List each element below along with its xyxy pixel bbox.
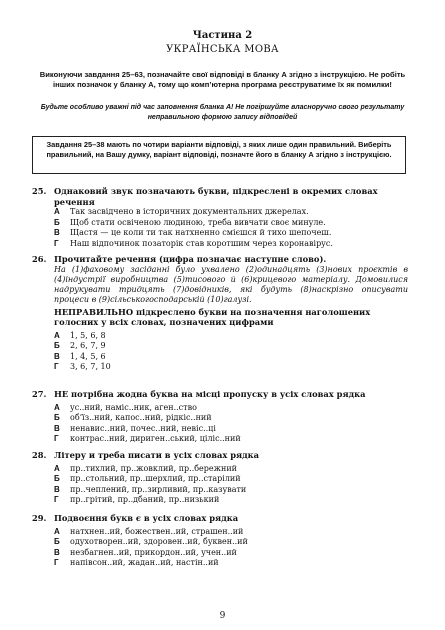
option-letter: Б	[54, 217, 60, 227]
option-b	[54, 218, 408, 229]
question-number: 28.	[32, 450, 47, 460]
option-text: 3, 6, 7, 10	[70, 362, 111, 371]
option-letter: Г	[54, 495, 59, 504]
option-b	[54, 474, 408, 485]
option-letter: Г	[54, 238, 59, 248]
option-c	[54, 352, 408, 363]
option-c	[54, 485, 408, 496]
option-text: Щастя — це коли ти так натхненно смієшся й тихо шепочеш.	[70, 228, 332, 237]
instructions-text: Виконуючи завдання 25–63, позначайте свої відповіді в бланку А згідно з інструкцією. Не робіть інших позначок у бланку А, тому що комп’ютерна програма реєструватиме їх як помилки!	[39, 70, 406, 89]
task-info-box	[32, 136, 406, 174]
option-letter: В	[54, 547, 60, 557]
subject-heading: УКРАЇНСЬКА МОВА	[166, 44, 279, 55]
option-letter: А	[54, 526, 60, 536]
option-text: пр..грітий, пр..дбаний, пр..низький	[70, 495, 220, 504]
option-text: пр..стольний, пр..шерхлий, пр..старілий	[70, 474, 241, 483]
option-a	[54, 331, 408, 342]
question-26	[32, 254, 408, 373]
option-c	[54, 424, 408, 435]
part-heading: Частина 2	[192, 30, 253, 41]
option-letter: Б	[54, 413, 60, 422]
option-c	[54, 228, 408, 239]
option-text: напівсон..ий, жадан..ий, настін..ий	[70, 558, 219, 567]
option-text: ус..ний, наміс..ник, аген..ство	[70, 402, 197, 412]
option-b	[54, 341, 408, 352]
option-text: об’їз..ний, капос..ний, рідкіс..ний	[70, 413, 212, 422]
option-text: одухотворен..ий, здоровен..ий, буквен..ий	[70, 537, 248, 546]
option-letter: В	[54, 484, 60, 494]
option-d	[54, 495, 408, 506]
option-text: 2, 6, 7, 9	[70, 341, 106, 350]
option-b	[54, 537, 408, 548]
option-d	[54, 239, 408, 250]
option-letter: Г	[54, 434, 59, 443]
question-text: Подвоєння букв є в усіх словах рядка	[54, 513, 239, 523]
option-text: 1, 4, 5, 6	[70, 351, 106, 361]
option-text: незбагнен..ий, прикордон..ий, учен..ий	[70, 547, 237, 557]
option-d	[54, 362, 408, 373]
option-letter: Б	[54, 341, 60, 350]
option-letter: А	[54, 402, 60, 412]
warning-text: Будьте особливо уважні під час заповнення бланка А! Не погіршуйте власноручно свого результату неправильною формою запису відповідей	[40, 104, 405, 121]
option-text: Щоб стати освіченою людиною, треба вивчати своє минуле.	[70, 217, 326, 227]
option-a	[54, 464, 408, 475]
option-text: контрас..ний, дириген..ський, ціліс..ний	[70, 434, 241, 443]
question-text: НЕ потрібна жодна буква на місці пропуску в усіх словах рядка	[54, 389, 366, 399]
option-a	[54, 527, 408, 538]
option-letter: А	[54, 330, 60, 340]
question-subtext: НЕПРАВИЛЬНО підкреслено букви на позначення наголошених голосних у всіх словах, позначених цифрами	[54, 306, 371, 327]
option-b	[54, 413, 408, 424]
option-text: пр..тихлий, пр..жовклий, пр..бережний	[70, 463, 237, 473]
page-number: 9	[219, 611, 226, 621]
option-text: натхнен..ий, божествен..ий, страшен..ий	[70, 526, 244, 536]
option-text: пр..чеплений, пр..зирливий, пр..казувати	[70, 484, 247, 494]
question-text: Прочитайте речення (цифра позначає наступне слово).	[54, 254, 327, 264]
option-text: Так засвідчено в історичних документальних джерелах.	[70, 207, 309, 216]
option-d	[54, 558, 408, 569]
option-letter: В	[54, 423, 60, 433]
option-letter: А	[54, 463, 60, 473]
option-text: ненавис..ний, почес..ний, невіс..ці	[70, 423, 216, 433]
question-28	[32, 450, 408, 506]
option-letter: Г	[54, 362, 59, 371]
question-text: Однаковий звук позначають букви, підкреслені в окремих словах речення	[54, 186, 378, 207]
question-25	[32, 186, 408, 249]
question-number: 27.	[32, 389, 47, 399]
option-letter: А	[54, 207, 60, 216]
question-text: Літеру и треба писати в усіх словах рядка	[54, 450, 260, 460]
option-letter: Г	[54, 558, 59, 567]
option-letter: Б	[54, 537, 60, 546]
question-number: 25.	[32, 186, 47, 196]
question-number: 26.	[32, 254, 47, 264]
option-letter: Б	[54, 474, 60, 483]
option-d	[54, 434, 408, 445]
option-letter: В	[54, 351, 60, 361]
question-29	[32, 513, 408, 569]
task-info-text: Завдання 25–38 мають по чотири варіанти відповіді, з яких лише один правильний. Виберіть правильний, на Вашу думку, варіант відповіді, позначте його в бланку А згідно з інструкцією.	[46, 140, 392, 159]
option-text: Наш відпочинок позаторік став коротшим через коронавірус.	[70, 238, 333, 248]
option-letter: В	[54, 228, 60, 237]
option-a	[54, 403, 408, 414]
option-a	[54, 207, 408, 218]
question-passage: На (1)фаховому засіданні було ухвалено (2)одинадцять (3)нових проєктів в (4)індустрії виробництва (5)тисового й (6)крицевого матеріалу. Домовилися надрукувати тридцять (7)довідників, які будуть (8)наскрізно описувати процеси в (9)сільськогосподарській (10)галузі.	[54, 264, 408, 304]
option-text: 1, 5, 6, 8	[70, 330, 106, 340]
question-number: 29.	[32, 513, 47, 523]
option-c	[54, 548, 408, 559]
question-27	[32, 389, 408, 445]
